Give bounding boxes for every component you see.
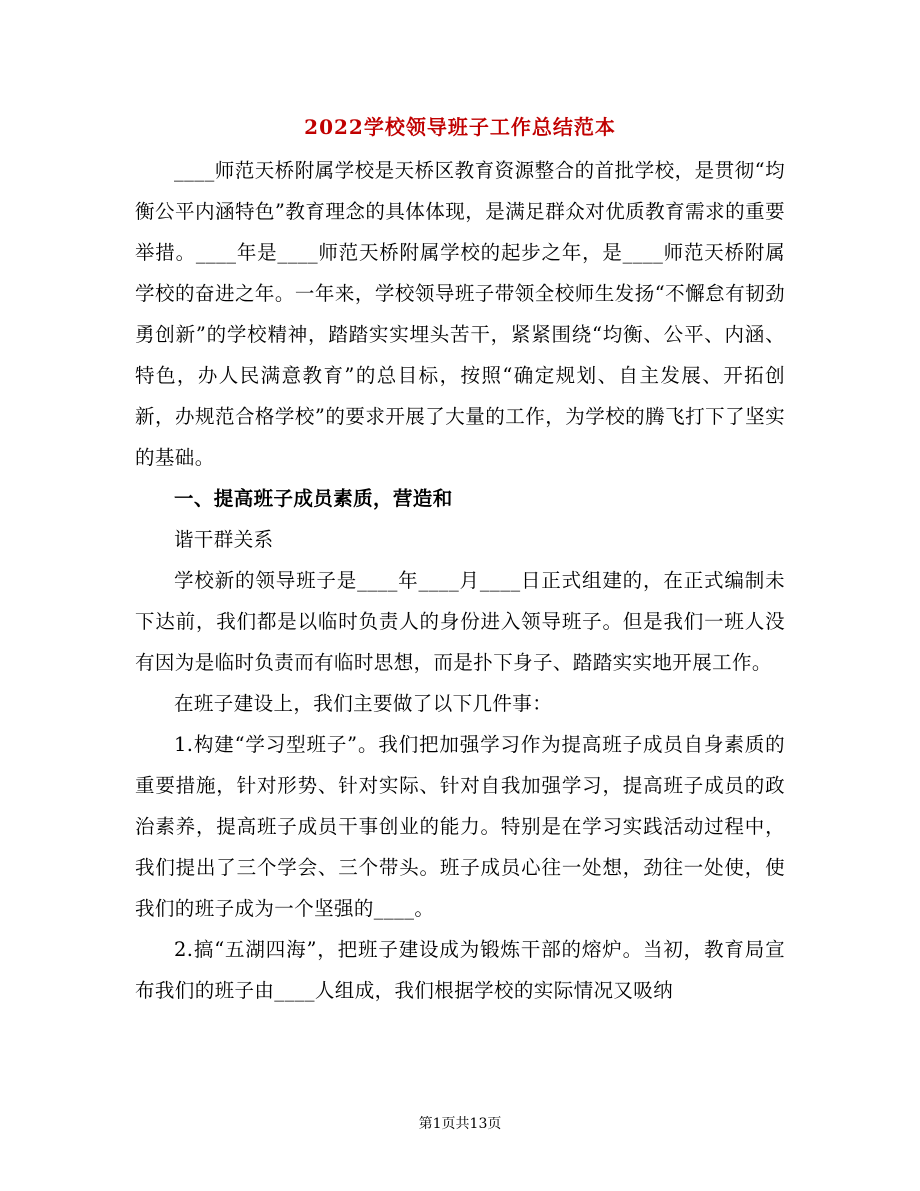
paragraph-team-building: 在班子建设上，我们主要做了以下几件事： <box>174 692 553 715</box>
document-title: 2022学校领导班子工作总结范本 <box>304 115 616 139</box>
section-heading-1: 一、提高班子成员素质，营造和 <box>174 487 453 510</box>
section-heading-1-continued: 谐干群关系 <box>174 528 274 551</box>
paragraph-team-formation: 学校新的领导班子是____年____月____日正式组建的，在正式编制未下达前，我们都是以临时负责人的身份进入领导班子。但是我们一班人没有因为是临时负责而有临时思想，而是扑下身子、踏踏实实地开展工作。 <box>135 569 785 674</box>
list-item-2: 2.搞“五湖四海”，把班子建设成为锻炼干部的熔炉。当初，教育局宣布我们的班子由____人组成，我们根据学校的实际情况又吸纳 <box>135 938 785 1002</box>
list-item-1: 1.构建“学习型班子”。我们把加强学习作为提高班子成员自身素质的重要措施，针对形势、针对实际、针对自我加强学习，提高班子成员的政治素养，提高班子成员干事创业的能力。特别是在学习实践活动过程中，我们提出了三个学会、三个带头。班子成员心往一处想，劲往一处使，使我们的班子成为一个坚强的____。 <box>135 733 785 920</box>
page-number: 第1页共13页 <box>418 1116 502 1132</box>
document-body <box>135 150 785 1011</box>
paragraph-intro: ____师范天桥附属学校是天桥区教育资源整合的首批学校，是贯彻“均衡公平内涵特色”教育理念的具体体现，是满足群众对优质教育需求的重要举措。____年是____师范天桥附属学校的起步之年，是____师范天桥附属学校的奋进之年。一年来，学校领导班子带领全校师生发扬“不懈怠有韧劲勇创新”的学校精神，踏踏实实埋头苦干，紧紧围绕“均衡、公平、内涵、特色，办人民满意教育”的总目标，按照“确定规划、自主发展、开拓创新，办规范合格学校”的要求开展了大量的工作，为学校的腾飞打下了坚实的基础。 <box>135 159 785 469</box>
